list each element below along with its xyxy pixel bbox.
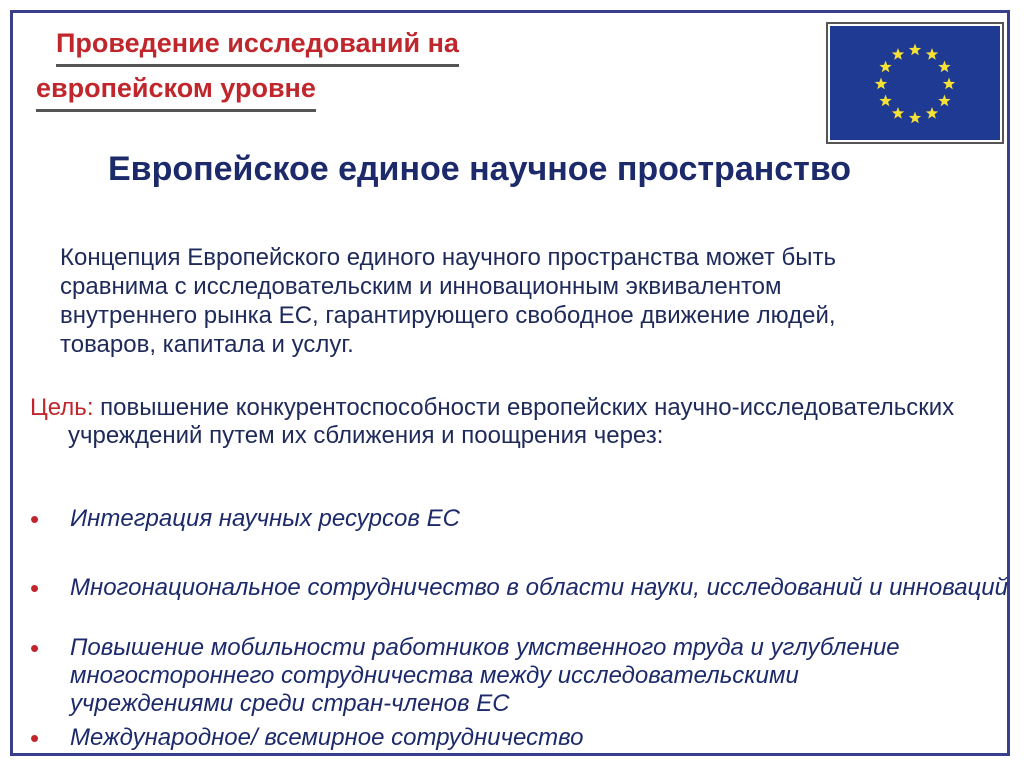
goal-text: повышение конкурентоспособности европейских научно-исследовательских учреждений путем их сближения и поощрения через: xyxy=(68,394,955,449)
eu-flag-graphic xyxy=(828,24,1002,142)
concept-line: Концепция Европейского единого научного пространства может быть xyxy=(60,244,836,271)
bullet-text: Повышение мобильности работников умственного труда и углубление многостороннего сотрудничества между исследовательскими учреждениями среди стран-членов ЕС xyxy=(70,634,900,717)
slide-title-line1: Проведение исследований на xyxy=(56,22,459,67)
goal-paragraph xyxy=(30,394,1005,450)
list-item xyxy=(30,574,1015,602)
main-heading: Европейское единое научное пространство xyxy=(108,150,852,188)
list-item xyxy=(30,724,1020,752)
concept-line: сравнима с исследовательским и инновационным эквивалентом xyxy=(60,273,782,300)
list-item xyxy=(30,634,910,718)
flag-background xyxy=(830,26,1000,140)
bullet-icon: • xyxy=(30,633,40,663)
slide-title xyxy=(36,22,459,112)
concept-line: товаров, капитала и услуг. xyxy=(60,331,354,358)
bullet-text: Интеграция научных ресурсов ЕС xyxy=(70,505,460,532)
bullet-icon: • xyxy=(30,723,40,753)
goal-label: Цель: xyxy=(30,394,94,421)
bullet-text: Международное/ всемирное сотрудничество xyxy=(70,724,584,751)
bullet-icon: • xyxy=(30,504,40,534)
bullet-icon: • xyxy=(30,573,40,603)
bullet-text: Многонациональное сотрудничество в области науки, исследований и инноваций xyxy=(70,574,1008,601)
slide-title-line2: европейском уровне xyxy=(36,67,316,112)
list-item xyxy=(30,505,1020,533)
concept-paragraph xyxy=(60,243,1005,359)
concept-line: внутреннего рынка ЕС, гарантирующего свободное движение людей, xyxy=(60,302,836,329)
eu-flag-icon xyxy=(826,22,1004,144)
